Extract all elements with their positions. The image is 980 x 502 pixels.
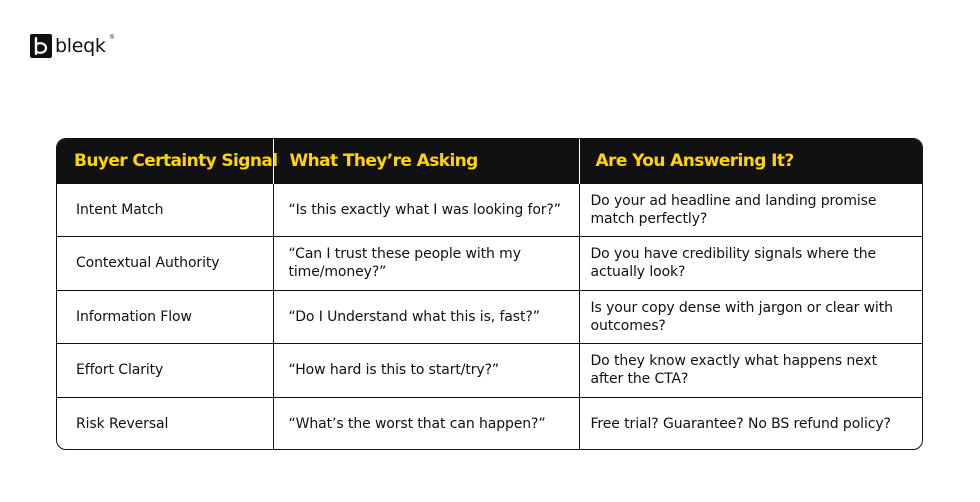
cell-question: “Can I trust these people with my time/money?” xyxy=(273,237,579,291)
cell-question: “What’s the worst that can happen?” xyxy=(273,397,579,450)
cell-signal: Information Flow xyxy=(57,290,273,344)
cell-answer: Do they know exactly what happens next after the CTA? xyxy=(579,344,923,398)
cell-answer: Free trial? Guarantee? No BS refund policy? xyxy=(579,397,923,450)
cell-question: “Is this exactly what I was looking for?” xyxy=(273,183,579,237)
cell-signal: Risk Reversal xyxy=(57,397,273,450)
cell-answer: Is your copy dense with jargon or clear with outcomes? xyxy=(579,290,923,344)
trademark-symbol: ® xyxy=(109,35,115,41)
cell-signal: Intent Match xyxy=(57,183,273,237)
cell-question: “Do I Understand what this is, fast?” xyxy=(273,290,579,344)
cell-question: “How hard is this to start/try?” xyxy=(273,344,579,398)
cell-signal: Effort Clarity xyxy=(57,344,273,398)
cell-answer: Do you have credibility signals where the actually look? xyxy=(579,237,923,291)
table-row xyxy=(57,183,923,237)
brand-name: bleqk xyxy=(55,35,106,57)
header-are-you-answering-it: Are You Answering It? xyxy=(579,139,923,183)
table-row xyxy=(57,290,923,344)
table-header-row xyxy=(57,139,923,183)
header-buyer-certainty-signal: Buyer Certainty Signal xyxy=(74,150,278,171)
table-row xyxy=(57,397,923,450)
cell-signal: Contextual Authority xyxy=(57,237,273,291)
logo-mark-icon xyxy=(30,34,52,58)
cell-answer: Do your ad headline and landing promise match perfectly? xyxy=(579,183,923,237)
buyer-certainty-table xyxy=(56,138,923,450)
brand-logo xyxy=(30,34,114,58)
header-what-theyre-asking: What They’re Asking xyxy=(273,139,579,183)
table-row xyxy=(57,344,923,398)
table-row xyxy=(57,237,923,291)
signal-table xyxy=(57,139,923,450)
logo-b-icon xyxy=(33,37,49,55)
